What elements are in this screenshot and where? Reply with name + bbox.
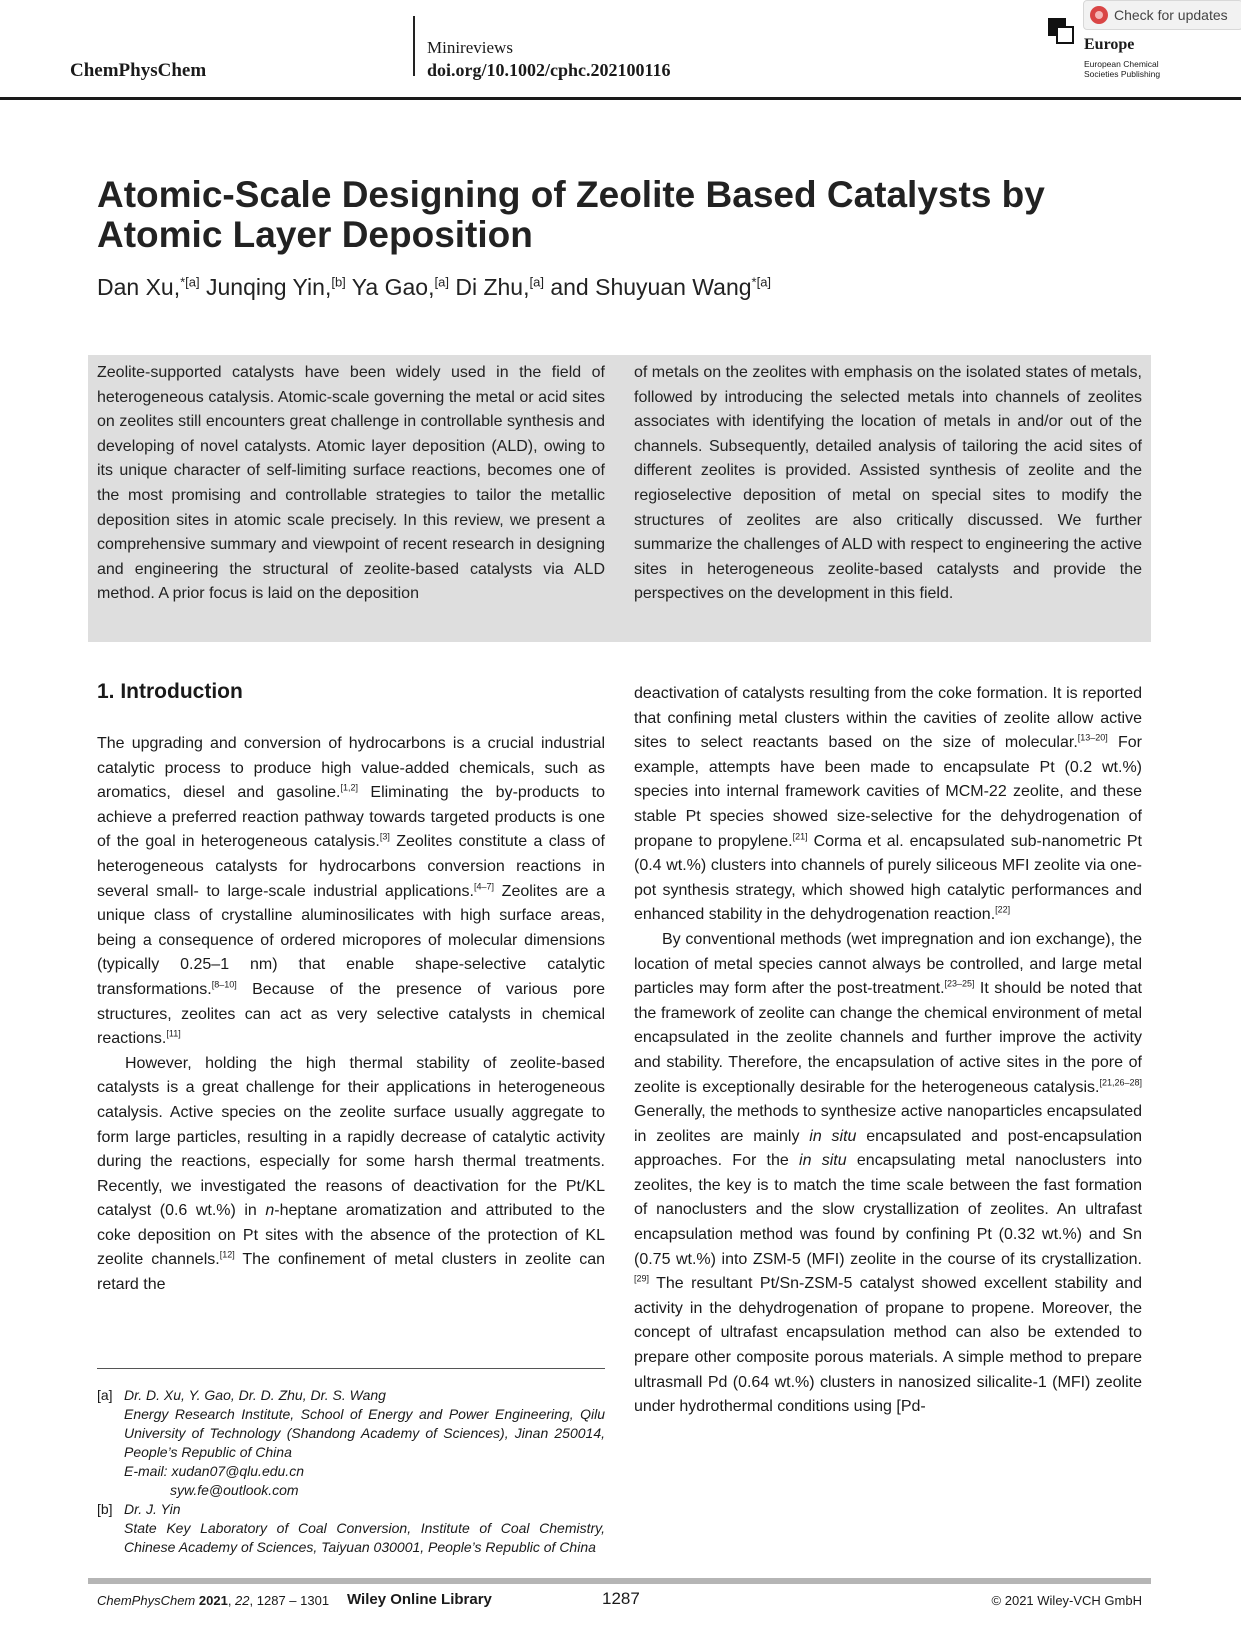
crossmark-icon xyxy=(1090,6,1108,24)
footnote-b xyxy=(97,1500,605,1557)
citation[interactable]: [29] xyxy=(634,1273,650,1284)
check-for-updates-label: Check for updates xyxy=(1114,7,1228,23)
author-list xyxy=(97,274,771,301)
publisher-name-line2: Europe xyxy=(1084,36,1135,53)
author-name[interactable]: Ya Gao, xyxy=(351,274,435,300)
citation[interactable]: [11] xyxy=(166,1028,181,1039)
citation[interactable]: [1,2] xyxy=(340,782,359,793)
author-name[interactable]: Di Zhu, xyxy=(455,274,530,300)
footnote-affiliation: State Key Laboratory of Coal Conversion, Institute of Coal Chemistry, Chinese Academy of Sciences, Taiyuan 030001, People’s Republic of China xyxy=(124,1520,605,1555)
footnote-tag: [a] xyxy=(97,1387,113,1403)
page-number: 1287 xyxy=(602,1589,640,1608)
chemistry-europe-logo-icon xyxy=(1048,18,1078,48)
header-rule xyxy=(0,97,1241,100)
footnote-names: Dr. J. Yin xyxy=(124,1501,181,1517)
paragraph: By conventional methods (wet impregnation and ion exchange), the location of metal species cannot always be controlled, and large metal particles may form after the post-treatment.[23–25] It should be noted that the framework of zeolite can change the chemical environment of metal encapsulated in the zeolite channels and further improve the activity and stability. Therefore, the encapsulation of active sites in the pore of zeolite is exceptionally desirable for the heterogeneous catalysis.[21,26–28] Generally, the methods to synthesize active nanoparticles encapsulated in zeolites are mainly in situ encapsulated and post-encapsulation approaches. For the in situ encapsulating metal nanoclusters into zeolites, the key is to match the time scale between the fast formation of nanoclusters and the slow crystallization of zeolites. An ultrafast encapsulation method was found by confining Pt (0.32 wt.%) and Sn (0.75 wt.%) into ZSM-5 (MFI) zeolite in the course of its crystallization.[29] The resultant Pt/Sn-ZSM-5 catalyst showed excellent stability and activity in the dehydrogenation of propane to propene. Moreover, the concept of ultrafast encapsulation method can also be extended to prepare other composite porous materials. A simple method to prepare ultrasmall Pd (0.64 wt.%) clusters in nanosized silicalite-1 (MFI) zeolite under hydrothermal conditions using [Pd- xyxy=(634,930,1143,1416)
header-divider xyxy=(413,16,415,76)
author-name[interactable]: and Shuyuan Wang xyxy=(550,274,752,300)
citation[interactable]: [21] xyxy=(792,831,808,842)
section-label: Minireviews xyxy=(427,38,513,57)
author-affiliation-mark: [a] xyxy=(529,274,544,290)
citation[interactable]: [8–10] xyxy=(211,979,237,990)
doi-link[interactable]: doi.org/10.1002/cphc.202100116 xyxy=(427,60,671,80)
article-title: Atomic-Scale Designing of Zeolite Based Catalysts by Atomic Layer Deposition xyxy=(97,174,1045,255)
abstract-left-column: Zeolite-supported catalysts have been widely used in the field of heterogeneous catalysis. Atomic-scale governing the metal or acid sites on zeolites still encounters great challenge in controllable synthesis and developing of novel catalysts. Atomic layer deposition (ALD), owing to its unique character of self-limiting surface reactions, becomes one of the most promising and controllable strategies to tailor the metallic deposition sites in atomic scale precisely. In this review, we present a comprehensive summary and viewpoint of recent research in designing and engineering the structural of zeolite-based catalysts via ALD method. A prior focus is laid on the deposition xyxy=(97,364,605,603)
author-affiliation-mark: *[a] xyxy=(751,274,772,290)
paragraph: The upgrading and conversion of hydrocarbons is a crucial industrial catalytic process to produce high value-added chemicals, such as aromatics, diesel and gasoline.[1,2] Eliminating the by-products to achieve a preferred reaction pathway towards targeted products is one of the goal in heterogeneous catalysis.[3] Zeolites constitute a class of heterogeneous catalysts for hydrocarbons conversion reactions in several small- to large-scale industrial applications.[4–7] Zeolites are a unique class of crystalline aluminosilicates with high surface areas, being a consequence of ordered micropores of molecular dimensions (typically 0.25–1 nm) that enable shape-selective catalytic transformations.[8–10] Because of the presence of various pore structures, zeolites can act as very selective catalysts in chemical reactions.[11] xyxy=(97,735,606,1048)
publisher-subtitle: European Chemical Societies Publishing xyxy=(1084,59,1161,79)
copyright: © 2021 Wiley-VCH GmbH xyxy=(991,1593,1142,1608)
wiley-online-library-link[interactable]: Wiley Online Library xyxy=(347,1591,492,1608)
author-name[interactable]: Junqing Yin, xyxy=(206,274,332,300)
citation[interactable]: [22] xyxy=(995,905,1011,916)
author-affiliation-mark: *[a] xyxy=(180,274,200,290)
section-heading: 1. Introduction xyxy=(97,680,243,703)
footnote-names: Dr. D. Xu, Y. Gao, Dr. D. Zhu, Dr. S. Wang xyxy=(124,1387,386,1403)
footnote-a xyxy=(97,1386,605,1500)
journal-name: ChemPhysChem xyxy=(70,60,207,81)
citation[interactable]: [12] xyxy=(219,1250,235,1261)
footnote-email[interactable]: E-mail: xudan07@qlu.edu.cn xyxy=(124,1463,304,1479)
abstract-right-column: of metals on the zeolites with emphasis on the isolated states of metals, followed by introducing the selected metals into channels of zeolites associates with identifying the location of metals in and/or out of the channels. Subsequently, detailed analysis of tailoring the acid sites of different zeolites is provided. Assisted synthesis of zeolite and the regioselective deposition of metal on special sites to modify the structures of zeolites are also critically discussed. We further summarize the challenges of ALD with respect to engineering the active sites in heterogeneous zeolite-based catalysts and provide the perspectives on the development in this field. xyxy=(634,364,1142,603)
footnote-rule xyxy=(97,1368,605,1369)
citation[interactable]: [3] xyxy=(379,832,390,843)
check-for-updates-button[interactable] xyxy=(1083,0,1241,30)
author-affiliation-mark: [a] xyxy=(434,274,449,290)
citation[interactable]: [23–25] xyxy=(944,978,975,989)
body-left-column xyxy=(97,732,605,1298)
footnote-email[interactable]: syw.fe@outlook.com xyxy=(170,1482,299,1498)
footnote-tag: [b] xyxy=(97,1501,113,1517)
paragraph: deactivation of catalysts resulting from the coke formation. It is reported that confining metal clusters within the cavities of zeolite allow active sites to select reactants based on the size of molecular.[13–20] For example, attempts have been made to encapsulate Pt (0.2 wt.%) species into internal framework cavities of MCM-22 zeolite, and these stable Pt species showed size-selective for the dehydrogenation of propane to propylene.[21] Corma et al. encapsulated sub-nanometric Pt (0.4 wt.%) clusters into channels of purely siliceous MFI zeolite via one-pot synthesis strategy, which showed high catalytic performances and enhanced stability in the dehydrogenation reaction.[22] xyxy=(634,685,1142,924)
citation[interactable]: [13–20] xyxy=(1077,732,1108,743)
citation[interactable]: [21,26–28] xyxy=(1099,1077,1142,1088)
author-affiliation-mark: [b] xyxy=(331,274,346,290)
paragraph: However, holding the high thermal stability of zeolite-based catalysts is a great challenge for their applications in heterogeneous catalysis. Active species on the zeolite surface usually aggregate to form large particles, resulting in a rapidly decrease of catalytic activity during the reactions, especially for some harsh thermal treatments. Recently, we investigated the reasons of deactivation for the Pt/KL catalyst (0.6 wt.%) in n-heptane aromatization and attributed to the coke deposition on Pt sites with the absence of the protection of KL zeolite channels.[12] The confinement of metal clusters in zeolite can retard the xyxy=(97,1054,606,1294)
footer-citation: ChemPhysChem 2021, 22, 1287 – 1301 xyxy=(97,1593,330,1608)
body-right-column xyxy=(634,682,1142,1420)
footer-rule xyxy=(88,1578,1151,1584)
footnote-affiliation: Energy Research Institute, School of Energy and Power Engineering, Qilu University of Technology (Shandong Academy of Sciences), Jinan 250014, People’s Republic of China xyxy=(124,1406,605,1460)
citation[interactable]: [4–7] xyxy=(474,881,495,892)
affiliation-footnotes xyxy=(97,1386,605,1557)
author-name[interactable]: Dan Xu, xyxy=(97,274,181,300)
